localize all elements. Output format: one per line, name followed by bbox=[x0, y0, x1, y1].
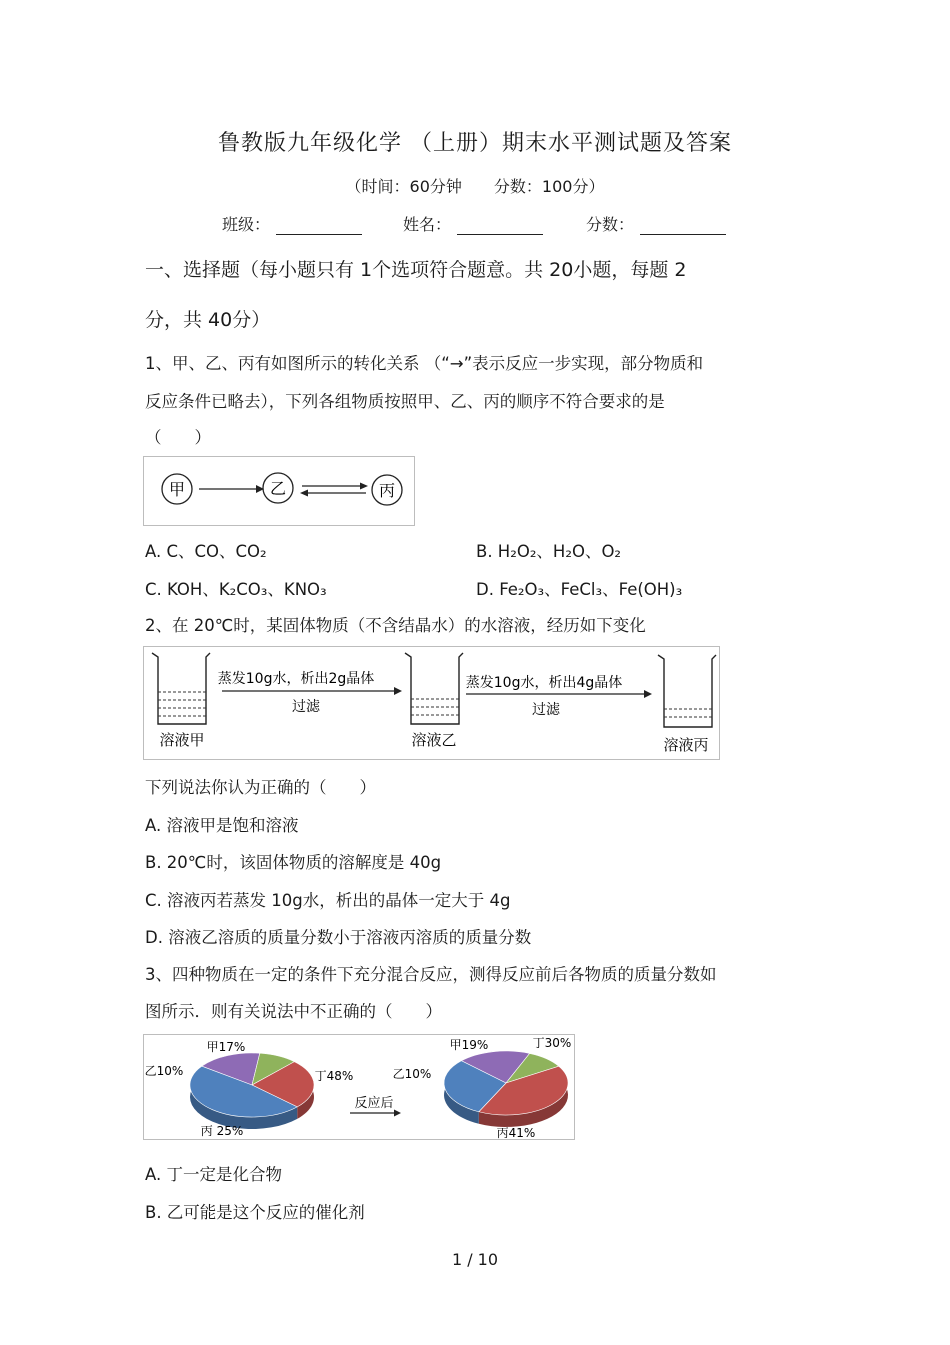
step2-condition: 蒸发10g水，析出4g晶体 bbox=[465, 675, 623, 691]
step1-condition: 蒸发10g水，析出2g晶体 bbox=[217, 671, 375, 687]
score-blank bbox=[640, 216, 726, 235]
q1-option-a[interactable]: A. C、CO、CO₂ bbox=[145, 542, 267, 561]
q3-pie-figure bbox=[143, 1034, 575, 1140]
class-label: 班级： bbox=[222, 215, 271, 234]
q2-option-a[interactable]: A. 溶液甲是饱和溶液 bbox=[145, 816, 299, 835]
section-heading-line1: 一、选择题（每小题只有 1个选项符合题意。共 20小题，每题 2 bbox=[145, 259, 687, 281]
page-title: 鲁教版九年级化学 （上册）期末水平测试题及答案 bbox=[218, 131, 732, 156]
score-field bbox=[586, 212, 726, 235]
after-label-yi: 乙10% bbox=[392, 1067, 432, 1081]
pie-before-reaction bbox=[190, 1053, 314, 1129]
q1-option-b[interactable]: B. H₂O₂、H₂O、O₂ bbox=[476, 542, 622, 561]
after-label-bing: 丙41% bbox=[496, 1126, 536, 1139]
step2-filter: 过滤 bbox=[532, 702, 560, 718]
pie-after-reaction bbox=[444, 1051, 568, 1127]
q2-option-c[interactable]: C. 溶液丙若蒸发 10g水，析出的晶体一定大于 4g bbox=[145, 891, 511, 910]
after-label-jia: 甲19% bbox=[449, 1038, 489, 1052]
node-c-label: 丙 bbox=[378, 481, 396, 500]
q1-option-c[interactable]: C. KOH、K₂CO₃、KNO₃ bbox=[145, 580, 327, 599]
score-label: 分数： bbox=[586, 215, 635, 234]
q3-option-a[interactable]: A. 丁一定是化合物 bbox=[145, 1165, 282, 1184]
q2-prompt: 下列说法你认为正确的（ ） bbox=[145, 778, 376, 797]
q1-answer-bracket: （ ） bbox=[145, 428, 211, 447]
q2-evaporation-figure bbox=[143, 646, 720, 760]
q3-text-line1: 3、四种物质在一定的条件下充分混合反应，测得反应前后各物质的质量分数如 bbox=[145, 965, 717, 984]
q2-text-line1: 2、在 20℃时，某固体物质（不含结晶水）的水溶液，经历如下变化 bbox=[145, 616, 646, 635]
solution-c-label: 溶液丙 bbox=[663, 736, 709, 754]
q2-option-d[interactable]: D. 溶液乙溶质的质量分数小于溶液丙溶质的质量分数 bbox=[145, 928, 532, 947]
q1-text-line1: 1、甲、乙、丙有如图所示的转化关系 （“→”表示反应一步实现，部分物质和 bbox=[145, 354, 704, 373]
q1-transformation-diagram bbox=[143, 456, 415, 526]
name-label: 姓名： bbox=[403, 215, 452, 234]
q3-text-line2: 图所示．则有关说法中不正确的（ ） bbox=[145, 1002, 442, 1021]
name-field bbox=[403, 212, 543, 235]
q1-text-line2: 反应条件已略去），下列各组物质按照甲、乙、丙的顺序不符合要求的是 bbox=[145, 392, 665, 411]
before-label-yi: 乙10% bbox=[144, 1064, 184, 1078]
class-field bbox=[222, 212, 362, 235]
q2-option-b[interactable]: B. 20℃时，该固体物质的溶解度是 40g bbox=[145, 853, 442, 872]
reaction-arrow-label: 反应后 bbox=[354, 1096, 394, 1111]
class-blank bbox=[276, 216, 362, 235]
node-b-label: 乙 bbox=[269, 479, 287, 498]
page-number: 1 / 10 bbox=[451, 1250, 499, 1269]
node-a-label: 甲 bbox=[168, 480, 186, 499]
solution-a-label: 溶液甲 bbox=[159, 731, 205, 749]
step1-filter: 过滤 bbox=[292, 699, 320, 715]
solution-b-label: 溶液乙 bbox=[411, 731, 457, 749]
exam-time-score: （时间：60分钟 分数：100分） bbox=[345, 177, 605, 196]
before-label-jia: 甲17% bbox=[206, 1040, 246, 1054]
beaker-3 bbox=[658, 655, 716, 727]
name-blank bbox=[457, 216, 543, 235]
q1-option-d[interactable]: D. Fe₂O₃、FeCl₃、Fe(OH)₃ bbox=[476, 580, 683, 599]
q3-option-b[interactable]: B. 乙可能是这个反应的催化剂 bbox=[145, 1203, 365, 1222]
beaker-1 bbox=[152, 653, 210, 724]
beaker-2 bbox=[405, 653, 463, 724]
after-label-ding: 丁30% bbox=[532, 1036, 572, 1050]
section-heading-line2: 分，共 40分） bbox=[145, 309, 271, 331]
before-label-ding: 丁48% bbox=[314, 1069, 354, 1083]
before-label-bing: 丙 25% bbox=[200, 1124, 244, 1138]
